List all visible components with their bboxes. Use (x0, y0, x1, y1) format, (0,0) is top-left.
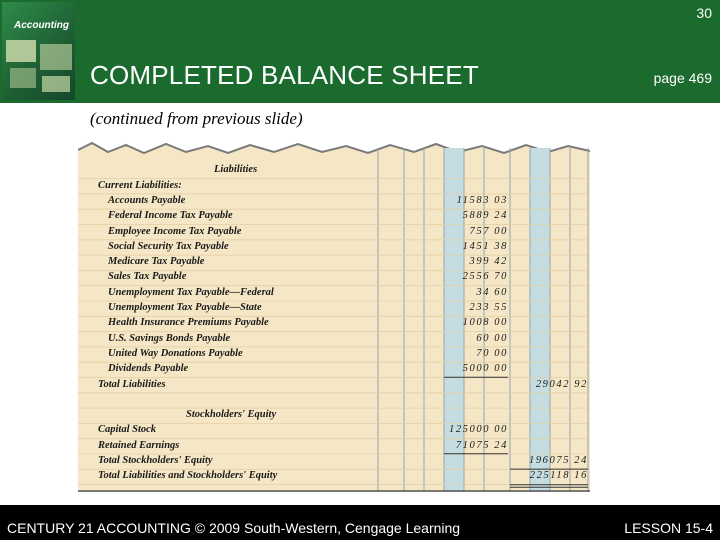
account-amount: 11583 03 (456, 194, 508, 206)
account-label: Accounts Payable (108, 194, 186, 206)
account-label: Social Security Tax Payable (108, 240, 229, 252)
account-amount: 5889 24 (462, 210, 508, 222)
total-liabilities-amount: 29042 92 (535, 378, 588, 390)
page-reference: page 469 (653, 70, 712, 86)
slide-footer (0, 505, 720, 540)
account-label: Unemployment Tax Payable—State (108, 302, 262, 313)
account-amount: 1451 38 (462, 240, 508, 252)
copyright-text: CENTURY 21 ACCOUNTING © 2009 South-Western, Cengage Learning (7, 520, 461, 536)
account-amount: 5000 00 (462, 363, 508, 375)
account-amount: 71075 24 (455, 439, 508, 451)
account-label: U.S. Savings Bonds Payable (108, 332, 231, 344)
total-liabilities-equity-amount: 225118 16 (529, 470, 588, 482)
slide-header (0, 0, 720, 103)
account-amount: 70 00 (476, 347, 508, 359)
total-equity-label: Total Stockholders' Equity (98, 455, 213, 466)
textbook-cover-image (2, 2, 75, 100)
total-liabilities-equity-label: Total Liabilities and Stockholders' Equity (98, 470, 278, 482)
account-label: Health Insurance Premiums Payable (108, 317, 269, 329)
liabilities-heading: Liabilities (214, 164, 258, 176)
cover-photo-tile (6, 40, 36, 62)
total-equity-amount: 196075 24 (528, 455, 588, 466)
account-label: Federal Income Tax Payable (108, 210, 233, 222)
page-title: COMPLETED BALANCE SHEET (90, 60, 479, 90)
table-row (78, 225, 590, 240)
cover-photo-tile (10, 68, 36, 88)
cover-brand-text: Accounting (14, 20, 69, 31)
equity-heading: Stockholders' Equity (186, 409, 277, 421)
account-amount: 60 00 (476, 332, 508, 344)
table-row (78, 362, 590, 377)
current-liabilities-heading-row (78, 179, 590, 194)
table-row (78, 439, 590, 454)
balance-sheet-image (78, 140, 590, 492)
total-equity-row (78, 454, 590, 469)
account-label: United Way Donations Payable (108, 347, 243, 359)
equity-heading-row (78, 408, 590, 423)
table-row (78, 286, 590, 301)
account-label: Capital Stock (98, 424, 157, 436)
account-label: Retained Earnings (98, 439, 180, 451)
table-row (78, 423, 590, 438)
account-amount: 233 55 (469, 302, 508, 313)
cover-photo-tile (40, 44, 72, 70)
account-label: Dividends Payable (108, 363, 189, 375)
table-row (78, 270, 590, 285)
cover-photo-tile (42, 76, 70, 92)
table-row (78, 332, 590, 347)
total-liabilities-equity-row (78, 469, 590, 484)
account-amount: 1008 00 (462, 317, 508, 329)
liabilities-heading-row (78, 163, 590, 178)
table-row (78, 194, 590, 209)
table-row (78, 209, 590, 224)
account-label: Medicare Tax Payable (108, 256, 205, 268)
account-label: Sales Tax Payable (108, 271, 187, 283)
table-row (78, 316, 590, 331)
slide-number: 30 (696, 5, 712, 21)
total-liabilities-label: Total Liabilities (98, 378, 166, 390)
account-amount: 399 42 (469, 256, 508, 268)
account-label: Employee Income Tax Payable (108, 225, 242, 237)
table-row (78, 347, 590, 362)
account-amount: 757 00 (469, 225, 508, 237)
account-amount: 125000 00 (448, 424, 508, 436)
account-amount: 34 60 (476, 286, 508, 298)
table-row (78, 301, 590, 316)
account-label: Unemployment Tax Payable—Federal (108, 286, 274, 298)
table-row (78, 255, 590, 270)
slide-subtitle: (continued from previous slide) (90, 109, 303, 128)
current-liabilities-heading: Current Liabilities: (98, 179, 182, 191)
table-row (78, 240, 590, 255)
account-amount: 2556 70 (462, 271, 508, 283)
total-liabilities-row (78, 378, 590, 393)
lesson-label: LESSON 15-4 (624, 520, 713, 536)
